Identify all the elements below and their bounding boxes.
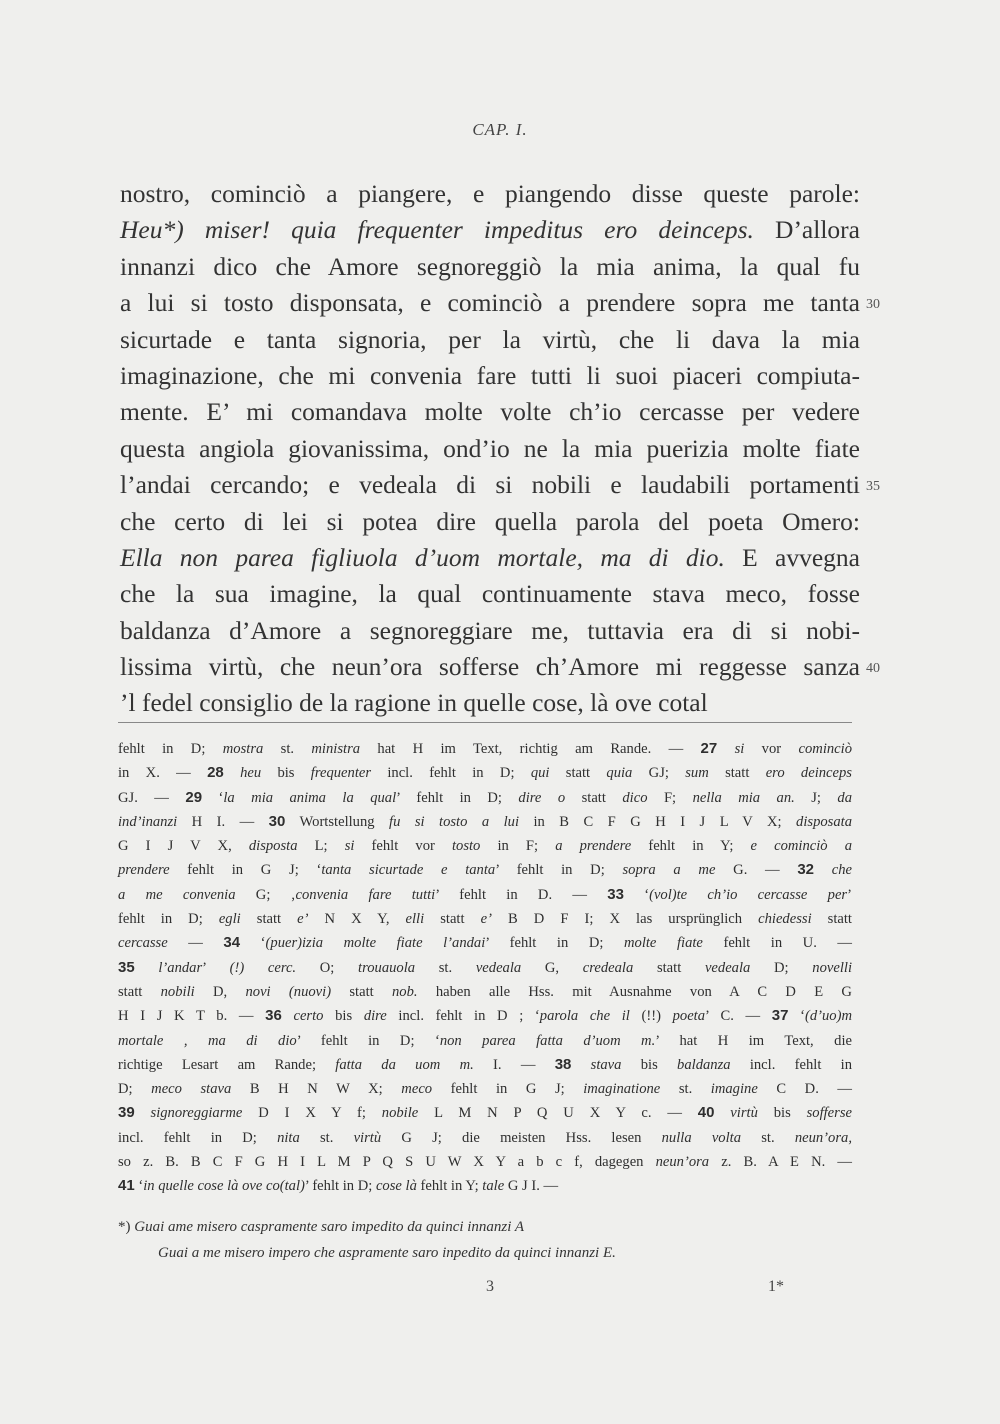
apparatus-text: G. — [715,862,798,879]
apparatus-line [118,834,852,858]
apparatus-text: bis [757,1105,807,1122]
text-run: a lui si tosto disponsata, e cominciò a prendere sopra me tanta [120,288,860,318]
apparatus-text: ‘ [623,886,650,903]
variant-reading: meco [401,1081,433,1098]
text-line [120,467,860,503]
variant-reading: neun’ora, [794,1129,852,1146]
apparatus-text: fehlt in G J; [432,1081,584,1098]
variant-reading: mostra [222,741,264,757]
variant-reading: cominciò [798,741,852,757]
variant-reading: frequenter [310,765,372,782]
text-line [120,504,860,540]
apparatus-text: D, [194,983,246,1000]
variant-reading: credeala [582,959,634,976]
line-number: 35 [866,479,880,495]
variant-reading: imagine [710,1081,758,1098]
apparatus-line [118,931,852,955]
line-reference: 27 [700,740,718,757]
variant-reading: che [831,862,852,879]
apparatus-text: L; [297,838,345,855]
variant-reading: tale [482,1178,505,1195]
apparatus-text: ’ C. — [705,1008,772,1025]
apparatus-text: vor [744,741,799,757]
variant-reading: a prendere [555,838,632,855]
variant-reading: disposta [248,838,298,855]
variant-reading: quia [606,765,633,782]
text-run: imaginazione, che mi convenia fare tutti li suoi piaceri compiuta- [120,360,860,390]
apparatus-text: O; [296,959,359,976]
apparatus-line [118,1126,852,1150]
apparatus-text: st. [741,1129,795,1146]
apparatus-text: so z. B. B C F G H I L M P Q S U W X Y a b c f, dagegen [118,1154,656,1171]
variant-reading: poeta [672,1008,706,1025]
line-reference: 39 [118,1104,135,1122]
variant-reading: nob. [392,983,418,1000]
variant-reading: (d’uo)m [804,1008,852,1025]
apparatus-text: B D F I; X las ursprünglich [491,911,759,928]
variant-reading: disposata [796,813,852,830]
apparatus-text: D; [118,1081,152,1098]
apparatus-text: G J I. — [504,1178,559,1195]
apparatus-text: — [167,935,224,952]
critical-apparatus [118,737,852,1199]
line-reference: 38 [554,1055,572,1073]
apparatus-text: in B C F G H I J L V X; [519,813,797,830]
apparatus-line [118,737,852,761]
apparatus-text: ’ [847,886,852,903]
apparatus-text [224,765,240,781]
text-line [120,358,860,394]
apparatus-text [717,741,734,757]
apparatus-line [118,956,852,980]
apparatus-text: Wortstellung [285,813,390,830]
apparatus-text: D; [750,959,813,976]
variant-reading: e’ [297,911,309,928]
variant-reading: cose là [375,1178,417,1195]
variant-reading: e cominciò a [750,838,852,855]
line-reference: 29 [185,788,203,806]
apparatus-text [714,1105,730,1121]
variant-reading: fu si tosto a lui [389,813,520,830]
line-reference: 30 [268,812,286,830]
text-line [120,685,860,721]
variant-reading: tosto [451,838,481,855]
variant-reading: ministra [311,741,361,757]
apparatus-text: richtige Lesart am Rande; [118,1056,336,1073]
apparatus-text: incl. fehlt in D ; ‘ [386,1008,540,1025]
variant-reading: baldanza [677,1056,731,1073]
apparatus-line [118,1053,852,1077]
variant-reading: vedeala [475,959,522,976]
variant-reading: ero deinceps [765,765,852,782]
apparatus-text: haben alle Hss. mit Ausnahme von A C D E G [417,983,852,1000]
variant-reading: convenia fare tutti [295,886,436,903]
apparatus-text: statt [708,765,766,782]
italic-quote: Heu*) miser! quia frequenter impeditus ero deinceps. [120,215,754,245]
line-reference: 32 [797,861,815,879]
apparatus-line [118,1004,852,1028]
text-run: l’andai cercando; e vedeala di si nobili e laudabili portamenti [120,470,860,500]
apparatus-text: statt [633,959,705,976]
text-line [120,394,860,430]
line-reference: 41 [118,1177,135,1195]
apparatus-text: ‘ [134,1178,144,1195]
page-number: 3 [486,1278,494,1295]
variant-reading: vedeala [704,959,751,976]
apparatus-line [118,786,852,810]
variant-reading: parola che il [539,1008,630,1025]
apparatus-text: st. [263,741,312,757]
variant-reading: e’ [480,911,492,928]
apparatus-text: in F; [480,838,556,855]
variant-reading: nobile [381,1105,419,1122]
apparatus-text: ’ fehlt in D; [304,1178,376,1195]
apparatus-line [118,1077,852,1101]
apparatus-text: st. [299,1129,354,1146]
apparatus-text: ’ fehlt in D; ‘ [296,1032,440,1049]
variant-reading: cercasse [118,935,168,952]
apparatus-text: statt [331,983,392,1000]
apparatus-text: z. B. A E N. — [709,1154,852,1171]
variant-reading: egli [218,911,241,928]
apparatus-text: fehlt vor [354,838,452,855]
apparatus-text: fehlt in G J; ‘ [169,862,322,879]
text-run: ’l fedel consiglio de la ragione in quelle cose, là ove cotal [120,688,708,718]
variant-reading: (vol)te ch’io cercasse per [649,886,848,903]
apparatus-text [135,960,159,976]
apparatus-text: statt [811,911,852,928]
apparatus-text: fehlt in D; [118,741,223,757]
text-run: questa angiola giovanissima, ond’io ne la mia puerizia molte fiate [120,433,860,463]
text-run: lissima virtù, che neun’ora sofferse ch’Amore mi reggesse sanza [120,652,860,682]
variant-reading: certo [293,1008,324,1025]
variant-reading: dico [622,789,648,806]
apparatus-text: fehlt in Y; [416,1178,483,1195]
line-number: 30 [866,297,880,313]
variant-reading: molte fiate [623,935,703,952]
variant-reading: heu [240,765,262,782]
text-line [120,285,860,321]
apparatus-text: GJ; [632,765,686,782]
apparatus-text: fehlt in Y; [631,838,751,855]
line-reference: 40 [697,1104,715,1122]
main-text [120,176,860,722]
text-run: che la sua imagine, la qual continuamente stava meco, fosse [120,579,860,609]
variant-reading: la mia anima la qual [223,789,397,806]
apparatus-text [282,1008,294,1024]
apparatus-text: incl. fehlt in D; [118,1129,278,1146]
apparatus-text: st. [415,959,476,976]
variant-reading: nulla volta [661,1129,742,1146]
apparatus-text: bis [261,765,311,782]
apparatus-text: N X Y, [308,911,406,928]
variant-reading: virtù [730,1105,758,1122]
line-reference: 36 [265,1007,282,1025]
variant-reading: qui [530,765,550,782]
apparatus-text: J; [794,789,838,806]
apparatus-text [814,862,832,878]
variant-reading: l’andar [158,959,203,976]
text-line [120,613,860,649]
variant-reading: signoreggiarme [150,1105,243,1122]
apparatus-text: ’ hat H im Text, die [655,1032,852,1049]
apparatus-line [118,810,852,834]
apparatus-line [118,907,852,931]
variant-reading: nita [277,1129,300,1146]
variant-reading: da [837,789,852,806]
apparatus-text: in X. — [118,765,208,782]
apparatus-text [571,1057,590,1073]
variant-reading: imaginatione [583,1081,661,1098]
apparatus-text: H I J K T b. — [118,1008,266,1025]
variant-reading: dire [363,1008,387,1025]
variant-reading: ind’inanzi [118,813,178,830]
text-run: che certo di lei si potea dire quella parola del poeta Omero: [120,506,860,536]
apparatus-text: incl. fehlt in D; [371,765,531,782]
apparatus-text: C D. — [757,1081,852,1098]
text-run: sicurtade e tanta signoria, per la virtù, che li dava la mia [120,324,860,354]
apparatus-line [118,858,852,882]
footnote-mark: *) [118,1219,131,1235]
footnote-divider [118,722,852,723]
line-reference: 37 [771,1007,789,1025]
text-run: D’allora [753,215,860,245]
variant-reading: sopra a me [622,862,716,879]
variant-reading: a me convenia [118,886,236,903]
apparatus-text: G I J V X, [118,838,249,855]
apparatus-text: GJ. — [118,789,186,806]
variant-reading: nella mia an. [692,789,795,806]
variant-reading: elli [405,911,425,928]
apparatus-text: statt [118,983,161,1000]
line-reference: 34 [223,934,241,952]
text-run: mente. E’ mi comandava molte volte ch’io cercasse per vedere [120,397,860,427]
variant-reading: si [734,741,745,757]
text-run: E avvegna [724,542,860,572]
apparatus-text [135,1105,151,1121]
text-line [120,322,860,358]
apparatus-text: statt [240,911,298,928]
variant-reading: in quelle cose là ove co(tal) [143,1178,305,1195]
printer-signature: 1* [768,1278,784,1295]
footnote-line-2: Guai a me misero impero che aspramente saro inpedito da quinci innanzi E. [158,1245,616,1261]
apparatus-text: st. [660,1081,711,1098]
apparatus-text: statt [549,765,607,782]
variant-reading: sofferse [806,1105,852,1122]
apparatus-text: ‘ [240,935,266,952]
apparatus-text: ’ [202,959,230,976]
apparatus-text: incl. fehlt in [730,1056,852,1073]
text-line [120,249,860,285]
apparatus-text: statt [565,789,623,806]
apparatus-text: B H N W X; [231,1081,402,1098]
variant-reading: virtù [353,1129,382,1146]
apparatus-line [118,1150,852,1174]
apparatus-line [118,883,852,907]
apparatus-text: statt [424,911,481,928]
apparatus-text: F; [647,789,693,806]
line-reference: 28 [207,764,224,782]
apparatus-text: ’ fehlt in D; [485,935,624,952]
text-line [120,540,860,576]
apparatus-text: D I X Y f; [242,1105,382,1122]
apparatus-text: ’ fehlt in D; [495,862,623,879]
apparatus-text: G J; die meisten Hss. lesen [381,1129,662,1146]
variant-reading: nobili [160,983,195,1000]
apparatus-text: ’ fehlt in D. — [435,886,608,903]
text-line [120,431,860,467]
variant-reading: chiedessi [758,911,812,928]
variant-reading: (!) cerc. [229,959,297,976]
variant-reading: trouauola [358,959,416,976]
variant-reading: mortale , ma di dio [118,1032,297,1049]
text-run: innanzi dico che Amore segnoreggiò la mia anima, la qual fu [120,251,860,281]
variant-reading: tanta sicurtade e tanta [321,862,496,879]
apparatus-text: ’ fehlt in D; [396,789,519,806]
variant-reading: dire o [518,789,566,806]
apparatus-line [118,1029,852,1053]
italic-quote: Ella non parea figliuola d’uom mortale, ma di dio. [120,542,725,572]
apparatus-text: fehlt in U. — [702,935,853,952]
line-reference: 33 [607,885,624,903]
apparatus-text: G, [521,959,583,976]
variant-reading: (puer)izia molte fiate l’andai [265,935,486,952]
apparatus-line [118,1101,852,1125]
apparatus-line [118,980,852,1004]
variant-reading: novelli [812,959,852,976]
text-line [120,176,860,212]
apparatus-text: bis [621,1056,678,1073]
apparatus-text: L M N P Q U X Y c. — [418,1105,698,1122]
variant-reading: novi (nuovi) [245,983,332,1000]
variant-reading: fatta da uom m. [335,1056,474,1073]
apparatus-text: hat H im Text, richtig am Rande. — [360,741,701,757]
footnote [118,1214,852,1266]
variant-reading: stava [590,1056,622,1073]
apparatus-text: G; ‚ [235,886,296,903]
apparatus-text: ‘ [788,1008,805,1025]
apparatus-text: fehlt in D; [118,911,219,928]
apparatus-text: (!!) [629,1008,673,1025]
line-number: 40 [866,661,880,677]
variant-reading: si [344,838,355,855]
variant-reading: sum [685,765,709,782]
apparatus-text: I. — [473,1056,555,1073]
apparatus-text: H I. — [177,813,269,830]
footnote-line-1 [118,1214,852,1240]
text-run: nostro, cominciò a piangere, e piangendo disse queste parole: [120,179,860,208]
apparatus-text: ‘ [202,789,224,806]
variant-reading: neun’ora [655,1154,710,1171]
text-line [120,649,860,685]
line-reference: 35 [118,958,135,976]
variant-reading: prendere [118,862,170,879]
text-line [120,212,860,248]
apparatus-line [118,761,852,785]
apparatus-text: bis [323,1008,364,1025]
footnote-text-1: Guai ame misero caspramente saro impedito da quinci innanzi A [134,1219,525,1235]
variant-reading: meco stava [151,1081,232,1098]
text-line [120,576,860,612]
running-header: CAP. I. [472,120,528,139]
text-run: baldanza d’Amore a segnoreggiare me, tuttavia era di si nobi- [120,615,860,645]
apparatus-line [118,1174,852,1198]
variant-reading: non parea fatta d’uom m. [439,1032,656,1049]
